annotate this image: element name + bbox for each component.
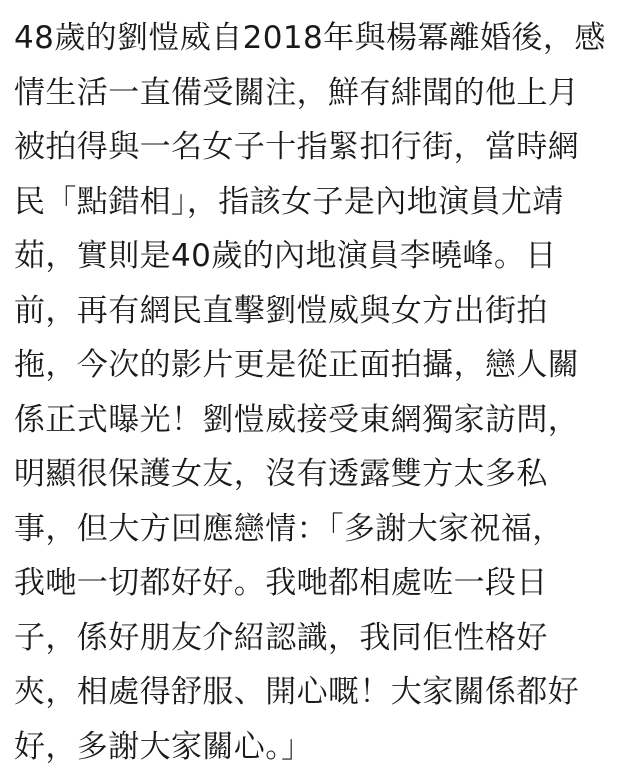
article-line: 好，多謝大家關心。」 <box>14 720 634 774</box>
article-line: 係正式曝光！劉愷威接受東網獨家訪問， <box>14 393 634 448</box>
article-line: 拖，今次的影片更是從正面拍攝，戀人關 <box>14 338 634 393</box>
article-line: 48歲的劉愷威自2018年與楊冪離婚後，感 <box>14 11 634 66</box>
article-line: 事，但大方回應戀情：「多謝大家祝福， <box>14 502 634 557</box>
article-line: 子，係好朋友介紹認識，我同佢性格好 <box>14 611 634 666</box>
article-line: 被拍得與一名女子十指緊扣行街，當時網 <box>14 120 634 175</box>
article-line: 夾，相處得舒服、開心嘅！大家關係都好 <box>14 665 634 720</box>
article-line: 我哋一切都好好。我哋都相處咗一段日 <box>14 556 634 611</box>
article-line: 明顯很保護女友，沒有透露雙方太多私 <box>14 447 634 502</box>
article-text <box>14 11 634 774</box>
article-line: 前，再有網民直擊劉愷威與女方出街拍 <box>14 284 634 339</box>
article-line: 茹，實則是40歲的內地演員李曉峰。日 <box>14 229 634 284</box>
article-line: 民「點錯相」，指該女子是內地演員尤靖 <box>14 175 634 230</box>
article-line: 情生活一直備受關注，鮮有緋聞的他上月 <box>14 66 634 121</box>
